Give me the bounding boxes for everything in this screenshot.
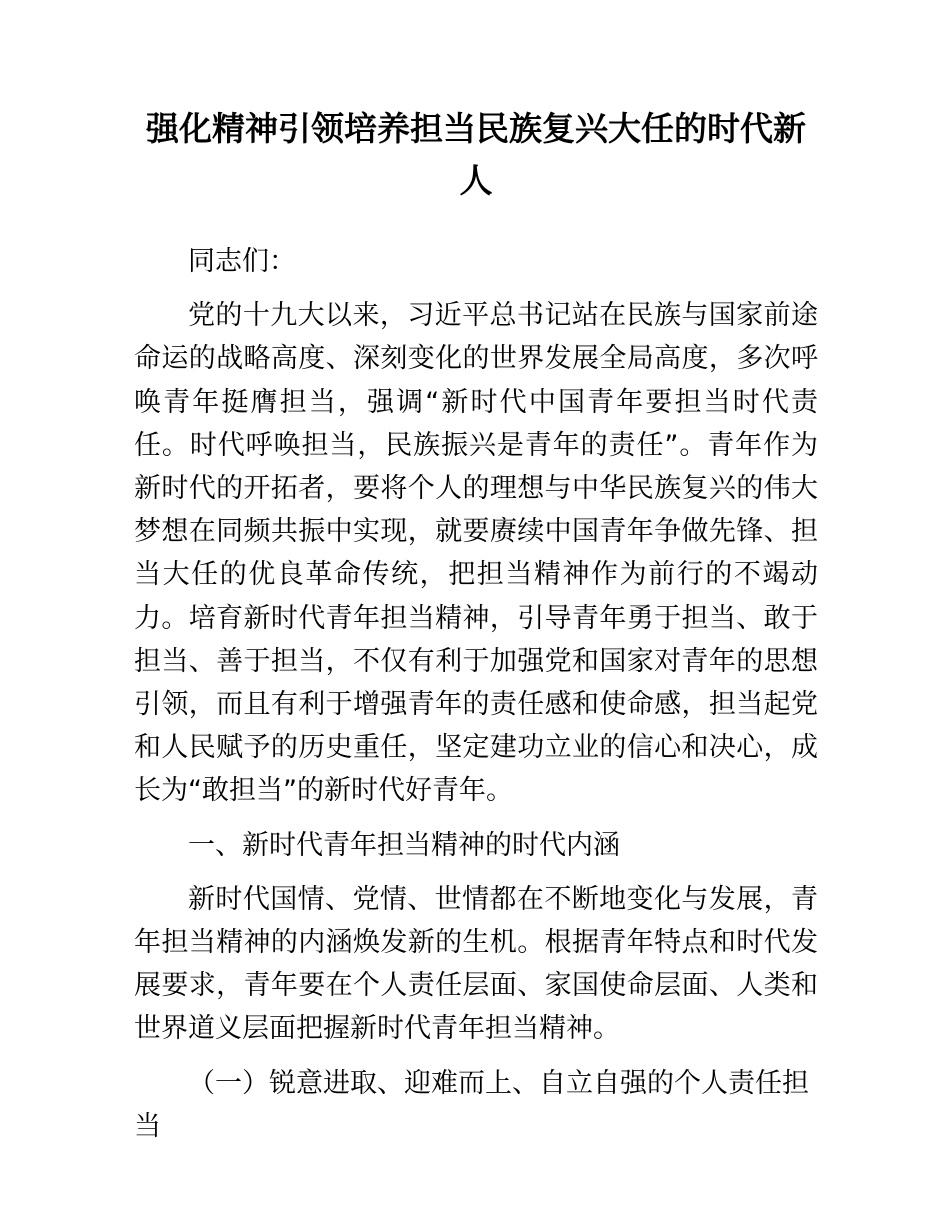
section-heading-1: 一、新时代青年担当精神的时代内涵 xyxy=(188,829,620,861)
document-content xyxy=(134,0,818,1148)
intro-paragraph: 党的十九大以来，习近平总书记站在民族与国家前途命运的战略高度、深刻变化的世界发展全局高度，多次呼唤青年挺膺担当，强调“新时代中国青年要担当时代责任。时代呼唤担当，民族振兴是青年的责任”。青年作为新时代的开拓者，要将个人的理想与中华民族复兴的伟大梦想在同频共振中实现，就要赓续中国青年争做先锋、担当大任的优良革命传统，把担当精神作为前行的不竭动力。培育新时代青年担当精神，引导青年勇于担当、敢于担当、善于担当，不仅有利于加强党和国家对青年的思想引领，而且有利于增强青年的责任感和使命感，担当起党和人民赋予的历史重任，坚定建功立业的信心和决心，成长为“敢担当”的新时代好青年。 xyxy=(134,300,818,807)
page-title: 强化精神引领培养担当民族复兴大任的时代新人 xyxy=(146,109,806,200)
section-paragraph: 新时代国情、党情、世情都在不断地变化与发展，青年担当精神的内涵焕发新的生机。根据青年特点和时代发展要求，青年要在个人责任层面、家国使命层面、人类和世界道义层面把握新时代青年担当精神。 xyxy=(134,883,818,1045)
subsection-heading-1: （一）锐意进取、迎难而上、自立自强的个人责任担当 xyxy=(134,1067,809,1142)
salutation-line: 同志们： xyxy=(188,246,296,277)
